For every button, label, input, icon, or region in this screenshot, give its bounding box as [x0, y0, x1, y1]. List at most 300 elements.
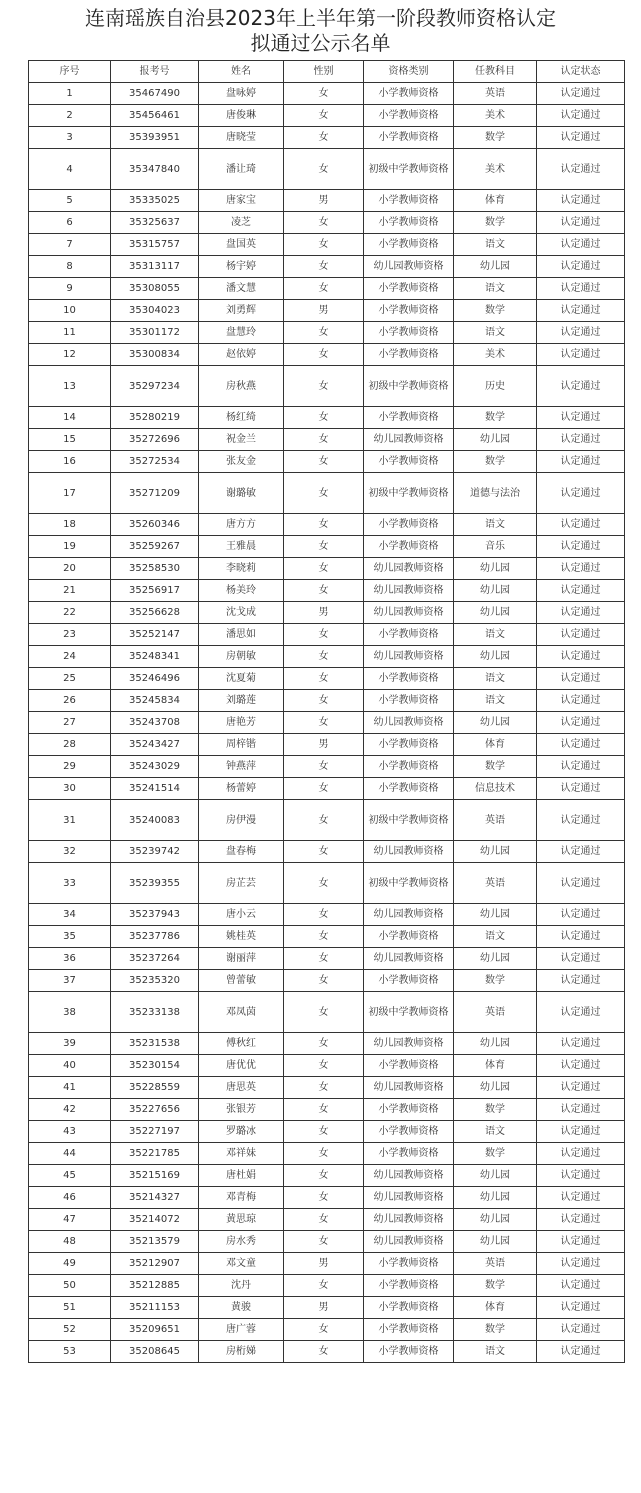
cell-index: 12: [29, 344, 111, 366]
cell-status: 认定通过: [537, 1319, 625, 1341]
cell-gender: 女: [284, 624, 364, 646]
table-row: [29, 212, 625, 234]
table-row: [29, 602, 625, 624]
cell-status: 认定通过: [537, 778, 625, 800]
cell-exam-number: 35272534: [111, 451, 199, 473]
cell-gender: 女: [284, 1231, 364, 1253]
cell-exam-number: 35231538: [111, 1033, 199, 1055]
cell-gender: 女: [284, 668, 364, 690]
cell-status: 认定通过: [537, 212, 625, 234]
cell-name: 姚桂英: [199, 926, 284, 948]
table-row: [29, 127, 625, 149]
cell-exam-number: 35304023: [111, 300, 199, 322]
cell-qualification: 小学教师资格: [364, 451, 454, 473]
cell-status: 认定通过: [537, 1143, 625, 1165]
cell-status: 认定通过: [537, 800, 625, 841]
table-row: [29, 190, 625, 212]
cell-gender: 女: [284, 690, 364, 712]
cell-index: 50: [29, 1275, 111, 1297]
cell-status: 认定通过: [537, 514, 625, 536]
table-row: [29, 690, 625, 712]
cell-exam-number: 35243427: [111, 734, 199, 756]
cell-exam-number: 35243029: [111, 756, 199, 778]
table-row: [29, 1099, 625, 1121]
cell-qualification: 小学教师资格: [364, 1253, 454, 1275]
cell-name: 唐思英: [199, 1077, 284, 1099]
cell-exam-number: 35239742: [111, 841, 199, 863]
cell-name: 房芷芸: [199, 863, 284, 904]
cell-exam-number: 35246496: [111, 668, 199, 690]
cell-gender: 女: [284, 1033, 364, 1055]
cell-name: 唐广蓉: [199, 1319, 284, 1341]
cell-name: 谢璐敏: [199, 473, 284, 514]
cell-qualification: 小学教师资格: [364, 105, 454, 127]
cell-gender: 女: [284, 1341, 364, 1363]
cell-name: 黄骏: [199, 1297, 284, 1319]
table-row: [29, 322, 625, 344]
cell-gender: 女: [284, 863, 364, 904]
cell-gender: 女: [284, 904, 364, 926]
cell-gender: 女: [284, 278, 364, 300]
cell-index: 5: [29, 190, 111, 212]
cell-index: 53: [29, 1341, 111, 1363]
cell-qualification: 幼儿园教师资格: [364, 1231, 454, 1253]
cell-gender: 女: [284, 322, 364, 344]
table-row: [29, 712, 625, 734]
cell-qualification: 小学教师资格: [364, 756, 454, 778]
cell-index: 21: [29, 580, 111, 602]
cell-index: 6: [29, 212, 111, 234]
cell-status: 认定通过: [537, 668, 625, 690]
cell-subject: 数学: [454, 756, 537, 778]
cell-qualification: 幼儿园教师资格: [364, 904, 454, 926]
cell-name: 赵依婷: [199, 344, 284, 366]
cell-gender: 女: [284, 429, 364, 451]
cell-status: 认定通过: [537, 926, 625, 948]
cell-exam-number: 35256628: [111, 602, 199, 624]
cell-status: 认定通过: [537, 992, 625, 1033]
cell-gender: 男: [284, 734, 364, 756]
table-row: [29, 536, 625, 558]
table-row: [29, 344, 625, 366]
cell-exam-number: 35235320: [111, 970, 199, 992]
table-row: [29, 863, 625, 904]
cell-name: 唐俊琳: [199, 105, 284, 127]
cell-index: 10: [29, 300, 111, 322]
cell-gender: 女: [284, 841, 364, 863]
cell-status: 认定通过: [537, 1253, 625, 1275]
cell-name: 潘让琦: [199, 149, 284, 190]
cell-exam-number: 35252147: [111, 624, 199, 646]
cell-subject: 数学: [454, 300, 537, 322]
cell-name: 房伊漫: [199, 800, 284, 841]
cell-name: 傅秋红: [199, 1033, 284, 1055]
cell-index: 26: [29, 690, 111, 712]
cell-status: 认定通过: [537, 190, 625, 212]
cell-index: 29: [29, 756, 111, 778]
cell-subject: 数学: [454, 212, 537, 234]
cell-status: 认定通过: [537, 149, 625, 190]
table-row: [29, 1077, 625, 1099]
cell-name: 谢丽萍: [199, 948, 284, 970]
table-row: [29, 278, 625, 300]
roster-table: [28, 60, 625, 1363]
cell-gender: 男: [284, 300, 364, 322]
cell-index: 38: [29, 992, 111, 1033]
cell-name: 潘文慧: [199, 278, 284, 300]
cell-index: 36: [29, 948, 111, 970]
cell-index: 16: [29, 451, 111, 473]
cell-status: 认定通过: [537, 841, 625, 863]
cell-name: 盘慧玲: [199, 322, 284, 344]
cell-exam-number: 35239355: [111, 863, 199, 904]
cell-exam-number: 35259267: [111, 536, 199, 558]
cell-qualification: 幼儿园教师资格: [364, 1077, 454, 1099]
cell-gender: 女: [284, 473, 364, 514]
cell-name: 王雅晨: [199, 536, 284, 558]
cell-subject: 幼儿园: [454, 429, 537, 451]
cell-status: 认定通过: [537, 322, 625, 344]
table-row: [29, 734, 625, 756]
cell-gender: 女: [284, 800, 364, 841]
cell-gender: 女: [284, 1165, 364, 1187]
cell-subject: 语文: [454, 1341, 537, 1363]
cell-subject: 英语: [454, 83, 537, 105]
header-status: 认定状态: [537, 61, 625, 83]
cell-name: 沈戈成: [199, 602, 284, 624]
cell-exam-number: 35248341: [111, 646, 199, 668]
cell-subject: 幼儿园: [454, 712, 537, 734]
cell-name: 邓青梅: [199, 1187, 284, 1209]
cell-index: 15: [29, 429, 111, 451]
table-row: [29, 1275, 625, 1297]
cell-subject: 语文: [454, 926, 537, 948]
cell-subject: 幼儿园: [454, 841, 537, 863]
cell-subject: 美术: [454, 149, 537, 190]
cell-status: 认定通过: [537, 1099, 625, 1121]
cell-exam-number: 35228559: [111, 1077, 199, 1099]
table-row: [29, 992, 625, 1033]
cell-gender: 女: [284, 105, 364, 127]
cell-qualification: 小学教师资格: [364, 668, 454, 690]
cell-subject: 幼儿园: [454, 646, 537, 668]
cell-gender: 女: [284, 83, 364, 105]
cell-qualification: 小学教师资格: [364, 690, 454, 712]
cell-subject: 语文: [454, 690, 537, 712]
cell-subject: 数学: [454, 1099, 537, 1121]
cell-exam-number: 35456461: [111, 105, 199, 127]
cell-qualification: 小学教师资格: [364, 1121, 454, 1143]
cell-status: 认定通过: [537, 1297, 625, 1319]
table-row: [29, 1143, 625, 1165]
cell-status: 认定通过: [537, 1231, 625, 1253]
table-row: [29, 1297, 625, 1319]
cell-subject: 幼儿园: [454, 1077, 537, 1099]
cell-index: 34: [29, 904, 111, 926]
cell-gender: 女: [284, 992, 364, 1033]
cell-name: 邓文童: [199, 1253, 284, 1275]
cell-exam-number: 35213579: [111, 1231, 199, 1253]
cell-qualification: 幼儿园教师资格: [364, 602, 454, 624]
cell-gender: 男: [284, 602, 364, 624]
page-title: [0, 6, 641, 56]
table-row: [29, 756, 625, 778]
table-row: [29, 1033, 625, 1055]
cell-index: 14: [29, 407, 111, 429]
cell-exam-number: 35315757: [111, 234, 199, 256]
cell-name: 沈丹: [199, 1275, 284, 1297]
cell-qualification: 小学教师资格: [364, 300, 454, 322]
cell-subject: 美术: [454, 105, 537, 127]
cell-index: 49: [29, 1253, 111, 1275]
cell-name: 盘国英: [199, 234, 284, 256]
cell-gender: 女: [284, 1055, 364, 1077]
cell-exam-number: 35212907: [111, 1253, 199, 1275]
table-row: [29, 1253, 625, 1275]
cell-exam-number: 35241514: [111, 778, 199, 800]
cell-name: 杨宇婷: [199, 256, 284, 278]
cell-status: 认定通过: [537, 580, 625, 602]
cell-name: 周梓锴: [199, 734, 284, 756]
cell-status: 认定通过: [537, 278, 625, 300]
cell-subject: 体育: [454, 1297, 537, 1319]
cell-name: 杨红绮: [199, 407, 284, 429]
cell-status: 认定通过: [537, 366, 625, 407]
table-row: [29, 800, 625, 841]
cell-qualification: 小学教师资格: [364, 344, 454, 366]
cell-index: 43: [29, 1121, 111, 1143]
cell-subject: 语文: [454, 1121, 537, 1143]
cell-qualification: 初级中学教师资格: [364, 149, 454, 190]
cell-status: 认定通过: [537, 256, 625, 278]
cell-exam-number: 35325637: [111, 212, 199, 234]
table-row: [29, 948, 625, 970]
cell-name: 刘勇辉: [199, 300, 284, 322]
cell-status: 认定通过: [537, 300, 625, 322]
cell-qualification: 小学教师资格: [364, 926, 454, 948]
cell-qualification: 小学教师资格: [364, 1341, 454, 1363]
cell-gender: 女: [284, 948, 364, 970]
cell-subject: 体育: [454, 190, 537, 212]
cell-gender: 女: [284, 1187, 364, 1209]
cell-status: 认定通过: [537, 756, 625, 778]
table-row: [29, 1187, 625, 1209]
cell-status: 认定通过: [537, 904, 625, 926]
cell-gender: 女: [284, 149, 364, 190]
cell-subject: 美术: [454, 344, 537, 366]
cell-status: 认定通过: [537, 1275, 625, 1297]
cell-status: 认定通过: [537, 690, 625, 712]
cell-gender: 女: [284, 1077, 364, 1099]
cell-name: 黄思琼: [199, 1209, 284, 1231]
table-row: [29, 778, 625, 800]
cell-subject: 英语: [454, 863, 537, 904]
cell-gender: 女: [284, 1099, 364, 1121]
cell-subject: 音乐: [454, 536, 537, 558]
cell-exam-number: 35313117: [111, 256, 199, 278]
cell-qualification: 小学教师资格: [364, 624, 454, 646]
cell-subject: 幼儿园: [454, 580, 537, 602]
cell-gender: 女: [284, 1319, 364, 1341]
cell-exam-number: 35227197: [111, 1121, 199, 1143]
header-name: 姓名: [199, 61, 284, 83]
cell-subject: 幼儿园: [454, 1209, 537, 1231]
cell-index: 13: [29, 366, 111, 407]
cell-index: 39: [29, 1033, 111, 1055]
cell-status: 认定通过: [537, 624, 625, 646]
cell-subject: 幼儿园: [454, 948, 537, 970]
cell-subject: 英语: [454, 1253, 537, 1275]
cell-name: 唐杜娟: [199, 1165, 284, 1187]
cell-gender: 女: [284, 234, 364, 256]
cell-exam-number: 35240083: [111, 800, 199, 841]
cell-name: 房桁娣: [199, 1341, 284, 1363]
cell-index: 19: [29, 536, 111, 558]
title-line-2: 拟通过公示名单: [250, 31, 391, 55]
cell-index: 7: [29, 234, 111, 256]
cell-qualification: 幼儿园教师资格: [364, 580, 454, 602]
cell-exam-number: 35308055: [111, 278, 199, 300]
table-row: [29, 1231, 625, 1253]
table-row: [29, 624, 625, 646]
cell-qualification: 幼儿园教师资格: [364, 646, 454, 668]
cell-status: 认定通过: [537, 1121, 625, 1143]
cell-gender: 女: [284, 558, 364, 580]
cell-index: 31: [29, 800, 111, 841]
cell-name: 潘思如: [199, 624, 284, 646]
cell-status: 认定通过: [537, 536, 625, 558]
table-row: [29, 646, 625, 668]
header-index: 序号: [29, 61, 111, 83]
cell-gender: 男: [284, 1297, 364, 1319]
cell-qualification: 小学教师资格: [364, 1319, 454, 1341]
cell-exam-number: 35237943: [111, 904, 199, 926]
cell-gender: 女: [284, 1143, 364, 1165]
cell-name: 沈夏菊: [199, 668, 284, 690]
cell-subject: 数学: [454, 127, 537, 149]
cell-exam-number: 35256917: [111, 580, 199, 602]
cell-name: 杨美玲: [199, 580, 284, 602]
cell-qualification: 小学教师资格: [364, 1099, 454, 1121]
cell-qualification: 幼儿园教师资格: [364, 1209, 454, 1231]
cell-status: 认定通过: [537, 429, 625, 451]
cell-name: 房水秀: [199, 1231, 284, 1253]
cell-qualification: 小学教师资格: [364, 1055, 454, 1077]
cell-subject: 数学: [454, 1319, 537, 1341]
table-row: [29, 234, 625, 256]
cell-index: 28: [29, 734, 111, 756]
cell-index: 35: [29, 926, 111, 948]
cell-name: 张银芳: [199, 1099, 284, 1121]
table-row: [29, 904, 625, 926]
cell-name: 邓凤茵: [199, 992, 284, 1033]
header-qualification: 资格类别: [364, 61, 454, 83]
cell-subject: 幼儿园: [454, 1033, 537, 1055]
cell-name: 祝金兰: [199, 429, 284, 451]
cell-status: 认定通过: [537, 451, 625, 473]
cell-qualification: 幼儿园教师资格: [364, 841, 454, 863]
cell-exam-number: 35272696: [111, 429, 199, 451]
cell-index: 46: [29, 1187, 111, 1209]
cell-subject: 数学: [454, 451, 537, 473]
cell-index: 52: [29, 1319, 111, 1341]
cell-exam-number: 35335025: [111, 190, 199, 212]
cell-subject: 数学: [454, 1143, 537, 1165]
cell-index: 27: [29, 712, 111, 734]
cell-exam-number: 35237264: [111, 948, 199, 970]
cell-index: 40: [29, 1055, 111, 1077]
table-row: [29, 841, 625, 863]
cell-qualification: 初级中学教师资格: [364, 800, 454, 841]
cell-subject: 数学: [454, 1275, 537, 1297]
cell-subject: 语文: [454, 668, 537, 690]
cell-gender: 女: [284, 1209, 364, 1231]
cell-status: 认定通过: [537, 234, 625, 256]
cell-gender: 男: [284, 190, 364, 212]
cell-qualification: 小学教师资格: [364, 734, 454, 756]
table-row: [29, 1341, 625, 1363]
roster-body: [29, 83, 625, 1363]
cell-index: 33: [29, 863, 111, 904]
cell-qualification: 小学教师资格: [364, 83, 454, 105]
cell-status: 认定通过: [537, 970, 625, 992]
table-row: [29, 668, 625, 690]
cell-index: 42: [29, 1099, 111, 1121]
cell-exam-number: 35227656: [111, 1099, 199, 1121]
cell-exam-number: 35208645: [111, 1341, 199, 1363]
cell-name: 刘璐莲: [199, 690, 284, 712]
cell-exam-number: 35260346: [111, 514, 199, 536]
cell-status: 认定通过: [537, 863, 625, 904]
cell-name: 凌芝: [199, 212, 284, 234]
cell-qualification: 小学教师资格: [364, 1297, 454, 1319]
cell-index: 3: [29, 127, 111, 149]
cell-qualification: 初级中学教师资格: [364, 863, 454, 904]
cell-index: 18: [29, 514, 111, 536]
table-row: [29, 366, 625, 407]
cell-exam-number: 35230154: [111, 1055, 199, 1077]
table-row: [29, 473, 625, 514]
table-row: [29, 1121, 625, 1143]
cell-exam-number: 35237786: [111, 926, 199, 948]
cell-name: 唐晓莹: [199, 127, 284, 149]
cell-exam-number: 35271209: [111, 473, 199, 514]
cell-index: 41: [29, 1077, 111, 1099]
table-row: [29, 407, 625, 429]
cell-status: 认定通过: [537, 948, 625, 970]
cell-qualification: 初级中学教师资格: [364, 992, 454, 1033]
cell-name: 唐小云: [199, 904, 284, 926]
cell-status: 认定通过: [537, 646, 625, 668]
cell-gender: 女: [284, 127, 364, 149]
cell-index: 45: [29, 1165, 111, 1187]
cell-gender: 女: [284, 712, 364, 734]
cell-exam-number: 35300834: [111, 344, 199, 366]
cell-gender: 男: [284, 1253, 364, 1275]
cell-status: 认定通过: [537, 105, 625, 127]
table-row: [29, 1319, 625, 1341]
cell-index: 22: [29, 602, 111, 624]
table-row: [29, 558, 625, 580]
cell-name: 房秋燕: [199, 366, 284, 407]
cell-name: 李晓莉: [199, 558, 284, 580]
cell-gender: 女: [284, 212, 364, 234]
cell-name: 邓祥妹: [199, 1143, 284, 1165]
cell-gender: 女: [284, 1121, 364, 1143]
cell-qualification: 幼儿园教师资格: [364, 256, 454, 278]
table-row: [29, 970, 625, 992]
cell-index: 1: [29, 83, 111, 105]
